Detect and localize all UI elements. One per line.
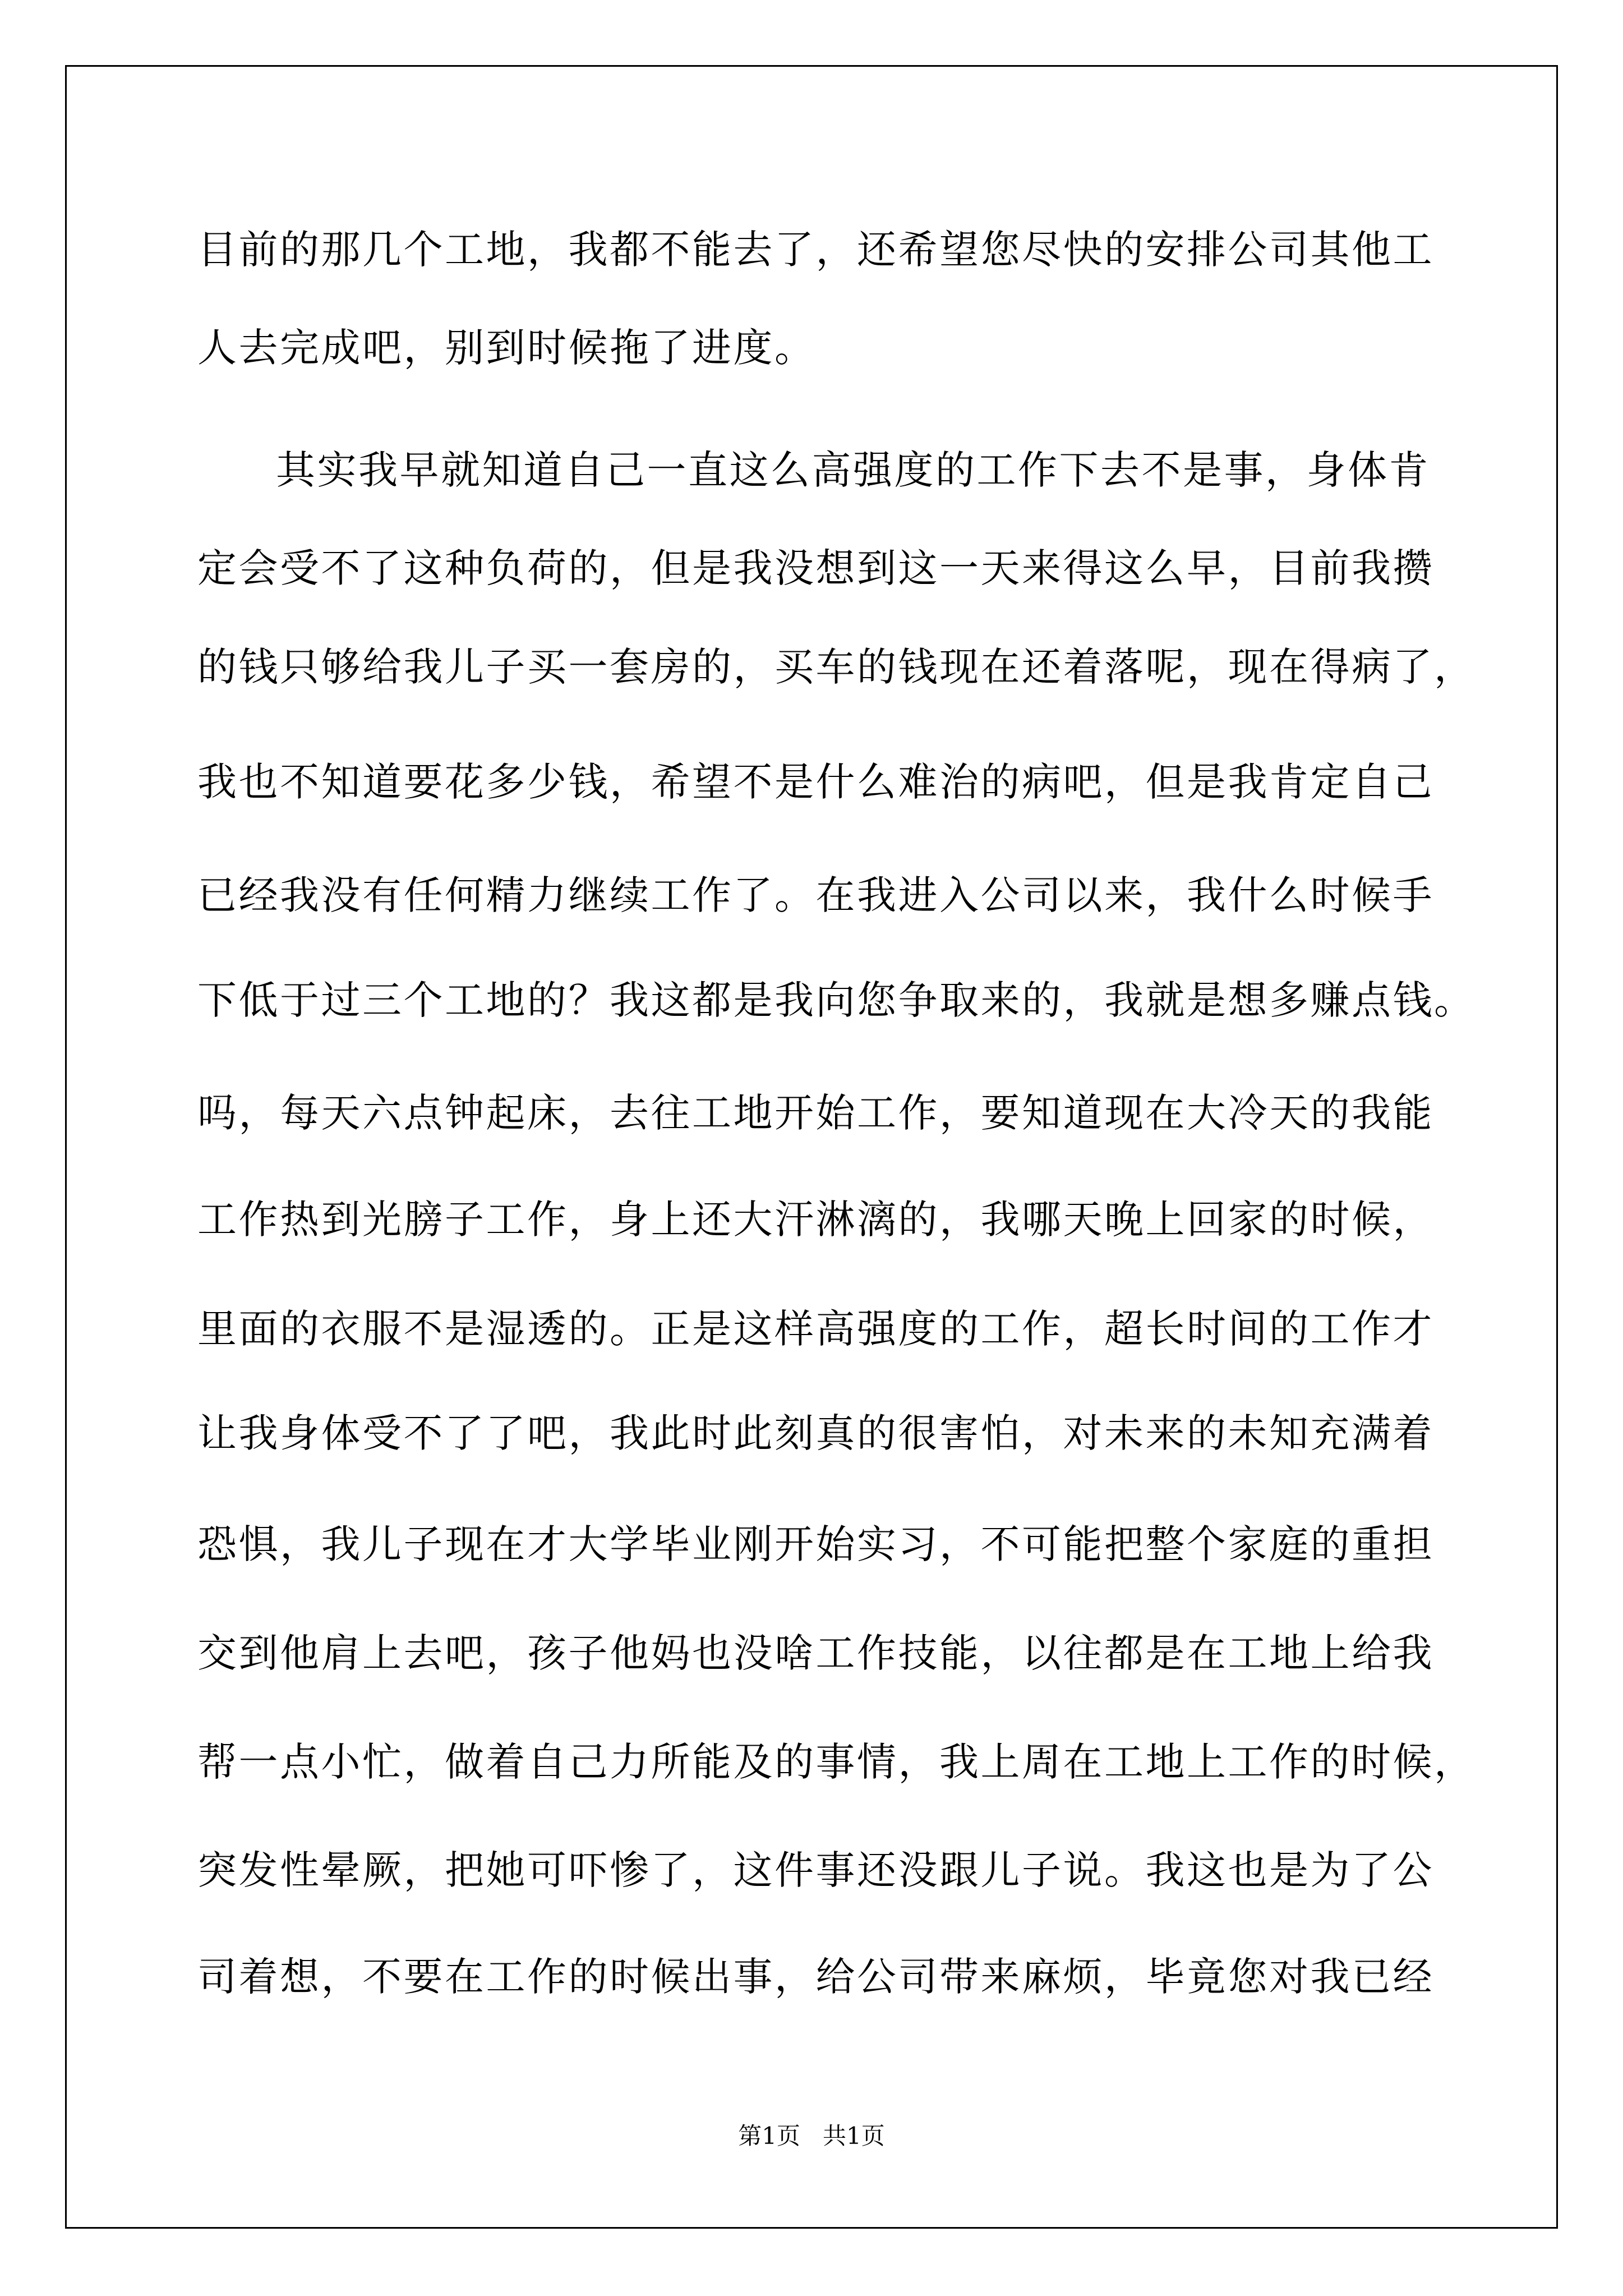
page-border [65,65,1558,2229]
text-line-3: 其实我早就知道自己一直这么高强度的工作下去不是事，身体肯 [276,447,1430,493]
text-line-15: 帮一点小忙，做着自己力所能及的事情，我上周在工地上工作的时候， [197,1739,1476,1785]
text-line-1: 目前的那几个工地，我都不能去了，还希望您尽快的安排公司其他工 [197,227,1434,273]
text-line-2: 人去完成吧，别到时候拖了进度。 [197,325,816,371]
text-line-11: 里面的衣服不是湿透的。正是这样高强度的工作，超长时间的工作才 [197,1306,1434,1352]
text-line-9: 吗，每天六点钟起床，去往工地开始工作，要知道现在大冷天的我能 [197,1090,1434,1136]
text-line-4: 定会受不了这种负荷的，但是我没想到这一天来得这么早，目前我攒 [197,545,1434,591]
text-line-6: 我也不知道要花多少钱，希望不是什么难治的病吧，但是我肯定自己 [197,759,1434,805]
text-line-7: 已经我没有任何精力继续工作了。在我进入公司以来，我什么时候手 [197,872,1434,918]
text-line-13: 恐惧，我儿子现在才大学毕业刚开始实习，不可能把整个家庭的重担 [197,1521,1434,1567]
text-line-8: 下低于过三个工地的？我这都是我向您争取来的，我就是想多赚点钱。 [197,977,1476,1023]
text-line-12: 让我身体受不了了吧，我此时此刻真的很害怕，对未来的未知充满着 [197,1410,1434,1456]
text-line-17: 司着想，不要在工作的时候出事，给公司带来麻烦，毕竟您对我已经 [197,1954,1434,2000]
text-line-14: 交到他肩上去吧，孩子他妈也没啥工作技能，以往都是在工地上给我 [197,1630,1434,1676]
text-line-5: 的钱只够给我儿子买一套房的，买车的钱现在还着落呢，现在得病了， [197,644,1476,690]
text-line-16: 突发性晕厥，把她可吓惨了，这件事还没跟儿子说。我这也是为了公 [197,1847,1434,1893]
text-line-10: 工作热到光膀子工作，身上还大汗淋漓的，我哪天晚上回家的时候， [197,1197,1434,1243]
page-footer: 第1页 共1页 [738,2122,885,2150]
